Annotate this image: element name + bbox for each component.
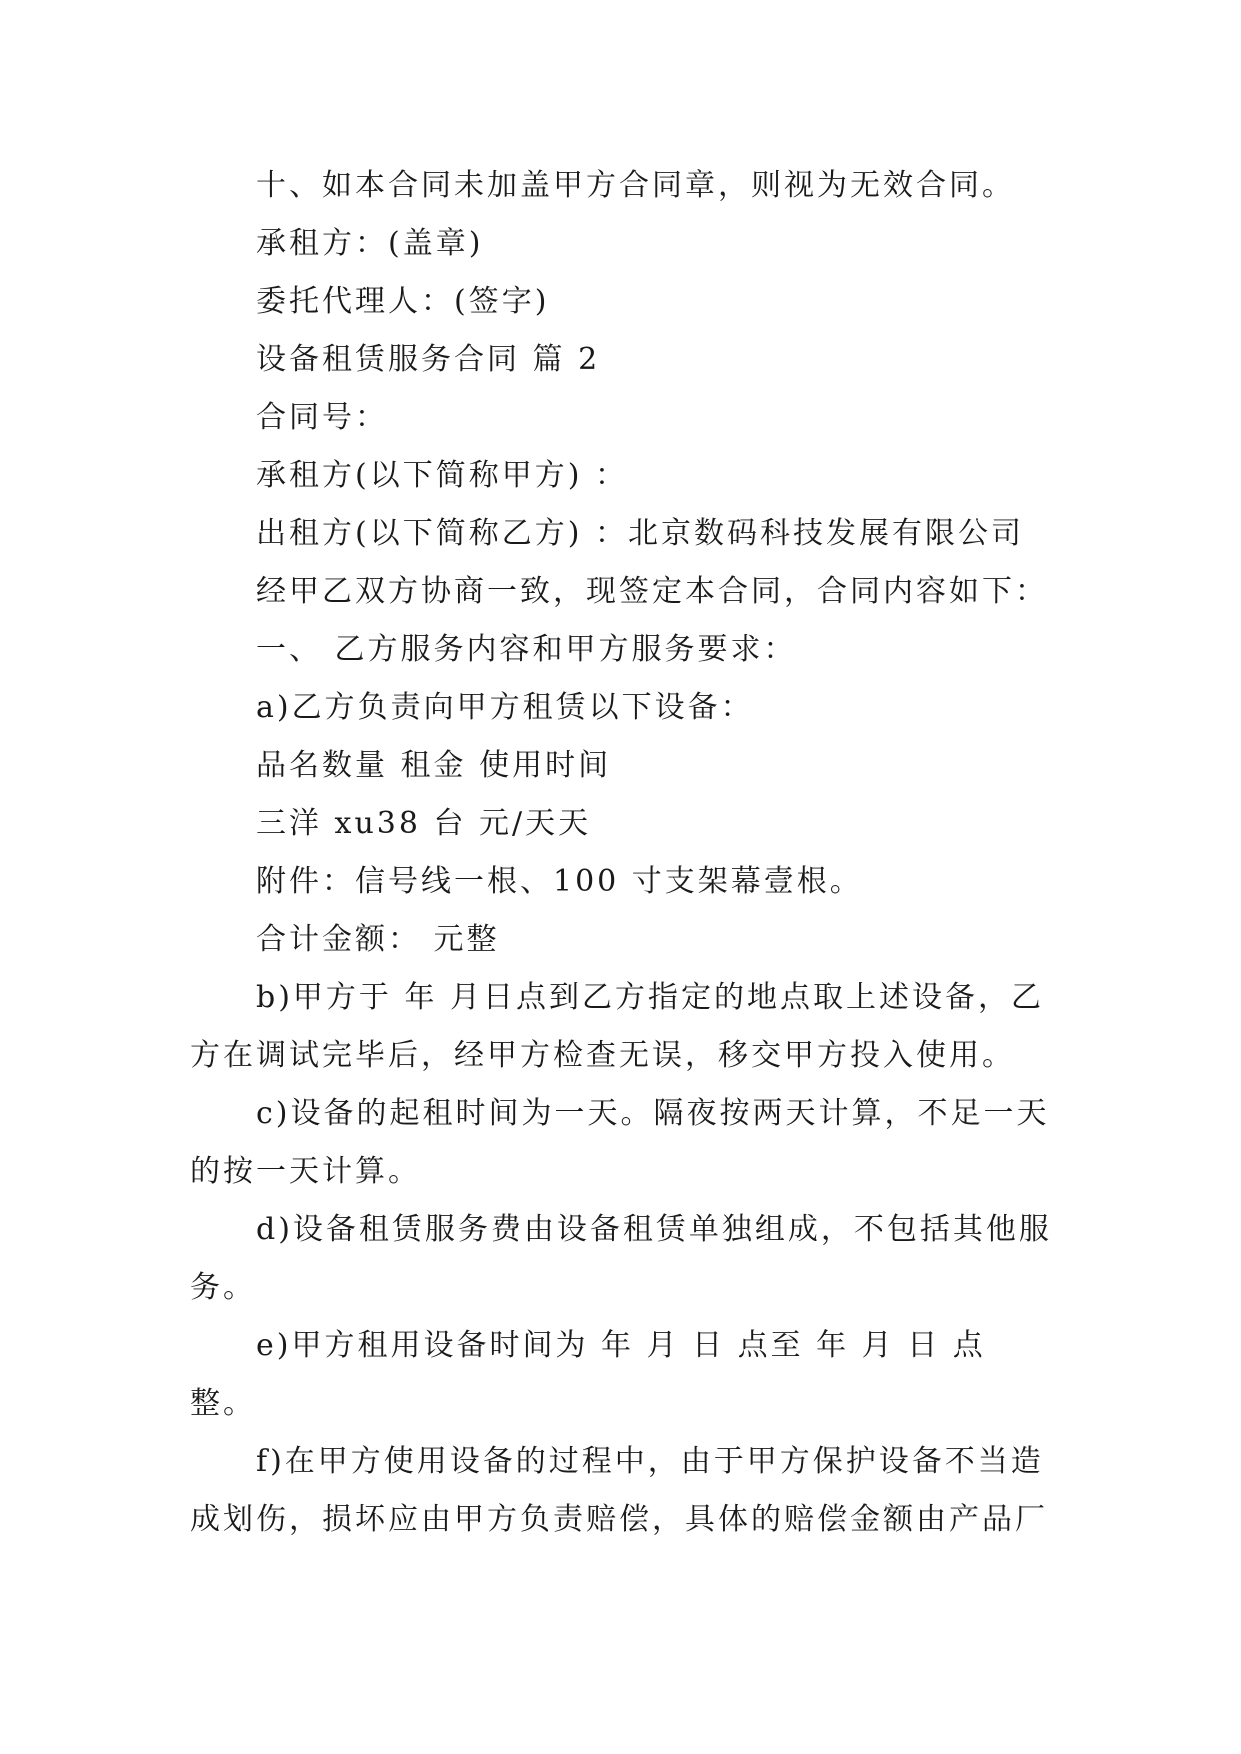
clause-10-text: 十、如本合同未加盖甲方合同章，则视为无效合同。 xyxy=(256,168,1015,203)
equipment-table-header: 品名数量 租金 使用时间 xyxy=(256,748,612,783)
clause-a-text: a)乙方负责向甲方租赁以下设备： xyxy=(256,690,754,725)
clause-b-text: b)甲方于 年 月日点到乙方指定的地点取上述设备，乙 xyxy=(256,980,1044,1015)
party-b-line: 出租方(以下简称乙方) ：北京数码科技发展有限公司 xyxy=(256,516,1024,551)
clause-d-text: d)设备租赁服务费由设备租赁单独组成，不包括其他服 xyxy=(256,1212,1052,1247)
agent-signature-line: 委托代理人：(签字) xyxy=(256,284,550,319)
attachments-line: 附件：信号线一根、100 寸支架幕壹根。 xyxy=(256,864,863,899)
clause-d-continued: 务。 xyxy=(190,1270,256,1305)
lessee-seal-line: 承租方：(盖章) xyxy=(256,226,484,261)
clause-c-continued: 的按一天计算。 xyxy=(190,1154,421,1189)
clause-e-text: e)甲方租用设备时间为 年 月 日 点至 年 月 日 点 xyxy=(256,1328,986,1363)
equipment-table-row: 三洋 xu38 台 元/天天 xyxy=(256,806,592,841)
clause-b-continued: 方在调试完毕后，经甲方检查无误，移交甲方投入使用。 xyxy=(190,1038,1015,1073)
clause-f-text: f)在甲方使用设备的过程中，由于甲方保护设备不当造 xyxy=(256,1444,1044,1479)
clause-c-text: c)设备的起租时间为一天。隔夜按两天计算，不足一天 xyxy=(256,1096,1050,1131)
party-a-line: 承租方(以下简称甲方) ： xyxy=(256,458,628,493)
section-1-heading: 一、 乙方服务内容和甲方服务要求： xyxy=(256,632,797,667)
contract-number-line: 合同号： xyxy=(256,400,388,435)
clause-f-continued: 成划伤，损坏应由甲方负责赔偿，具体的赔偿金额由产品厂 xyxy=(190,1502,1048,1537)
clause-e-continued: 整。 xyxy=(190,1386,256,1421)
section-title: 设备租赁服务合同 篇 2 xyxy=(256,342,601,377)
agreement-intro: 经甲乙双方协商一致，现签定本合同，合同内容如下： xyxy=(256,574,1048,609)
total-amount-line: 合计金额： 元整 xyxy=(256,922,500,957)
